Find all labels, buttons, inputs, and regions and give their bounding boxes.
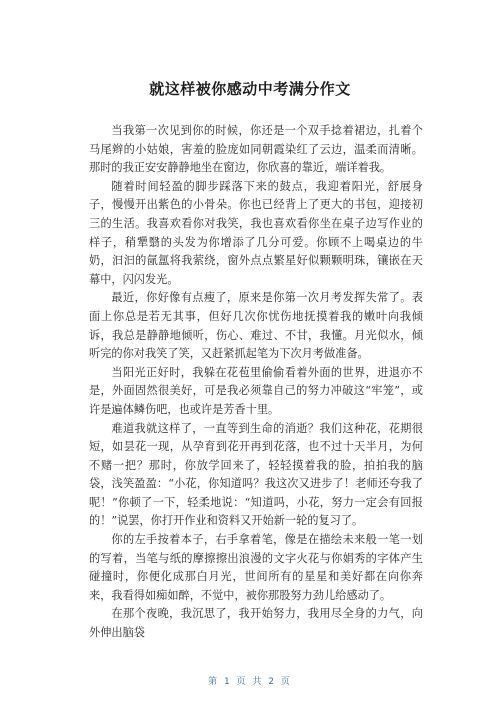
paragraph: 难道我就这样了，一直等到生命的消逝？我们这种花，花期很短，如昙花一现，从孕育到花开再到花落，也不过十天半月，为何不赌一把？那时，你放学回来了，轻轻摸着我的脸，拍拍我的脑袋，浅笑盈盈：“小花，你知道吗？我这次又进步了！老师还夸我了呢！”你顿了一下，轻柔地说：“知道吗，小花，努力一定会有回报的！”说罢，你打开作业和资料又开始新一轮的复习了。 — [89, 421, 423, 528]
document-title: 就这样被你感动中考满分作文 — [149, 80, 351, 98]
paragraph: 当阳光正好时，我躲在花苞里偷偷看着外面的世界，进退亦不是，外面固然很美好，可是我必须靠自己的努力冲破这“牢笼”，或许是遍体鳞伤吧，也或许是芳香十里。 — [89, 365, 423, 416]
paragraph: 在那个夜晚，我沉思了，我开始努力，我用尽全身的力气，向外伸出脑袋 — [89, 607, 423, 640]
document-body — [89, 122, 423, 643]
paragraph: 随着时间轻盈的脚步踩落下来的鼓点，我迎着阳光，舒展身子，慢慢开出紫色的小骨朵。你也已经背上了更大的书包，迎接初三的生活。我喜欢看你对我笑，我也喜欢看你坐在桌子边写作业的样子，稍犟翳的头发为你增添了几分可爱。你顾不上喝桌边的牛奶，汩汩的氤氲将我萦绕，窗外点点繁星好似颗颗明珠，镶嵌在天幕中，闪闪发光。 — [89, 179, 423, 286]
page-number: 第 1 页 共 2 页 — [208, 677, 292, 687]
paragraph: 你的左手按着本子，右手拿着笔，像是在描绘未来般一笔一划的写着，当笔与纸的摩擦擦出浪漫的文字火花与你娟秀的字体产生碰撞时，你便化成那白月光，世间所有的星星和美好都在向你奔来，我看得如痴如醉，不觉中，被你那股努力劲儿给感动了。 — [89, 533, 423, 602]
paragraph: 最近，你好像有点瘦了，原来是你第一次月考发挥失常了。表面上你总是若无其事，但好几次你忧伤地抚摸着我的嫩叶向我倾诉，我总是静静地倾听，伤心、难过、不甘，我懂。月光似水，倾听完的你对我笑了笑，又赶紧抓起笔为下次月考做准备。 — [89, 291, 423, 361]
paragraph: 当我第一次见到你的时候，你还是一个双手捻着裙边，扎着个马尾辫的小姑娘，害羞的脸庞如同朝霞染红了云边，温柔而清晰。那时的我正安安静静地坐在窗边，你欣喜的靠近，端详着我。 — [89, 124, 423, 175]
